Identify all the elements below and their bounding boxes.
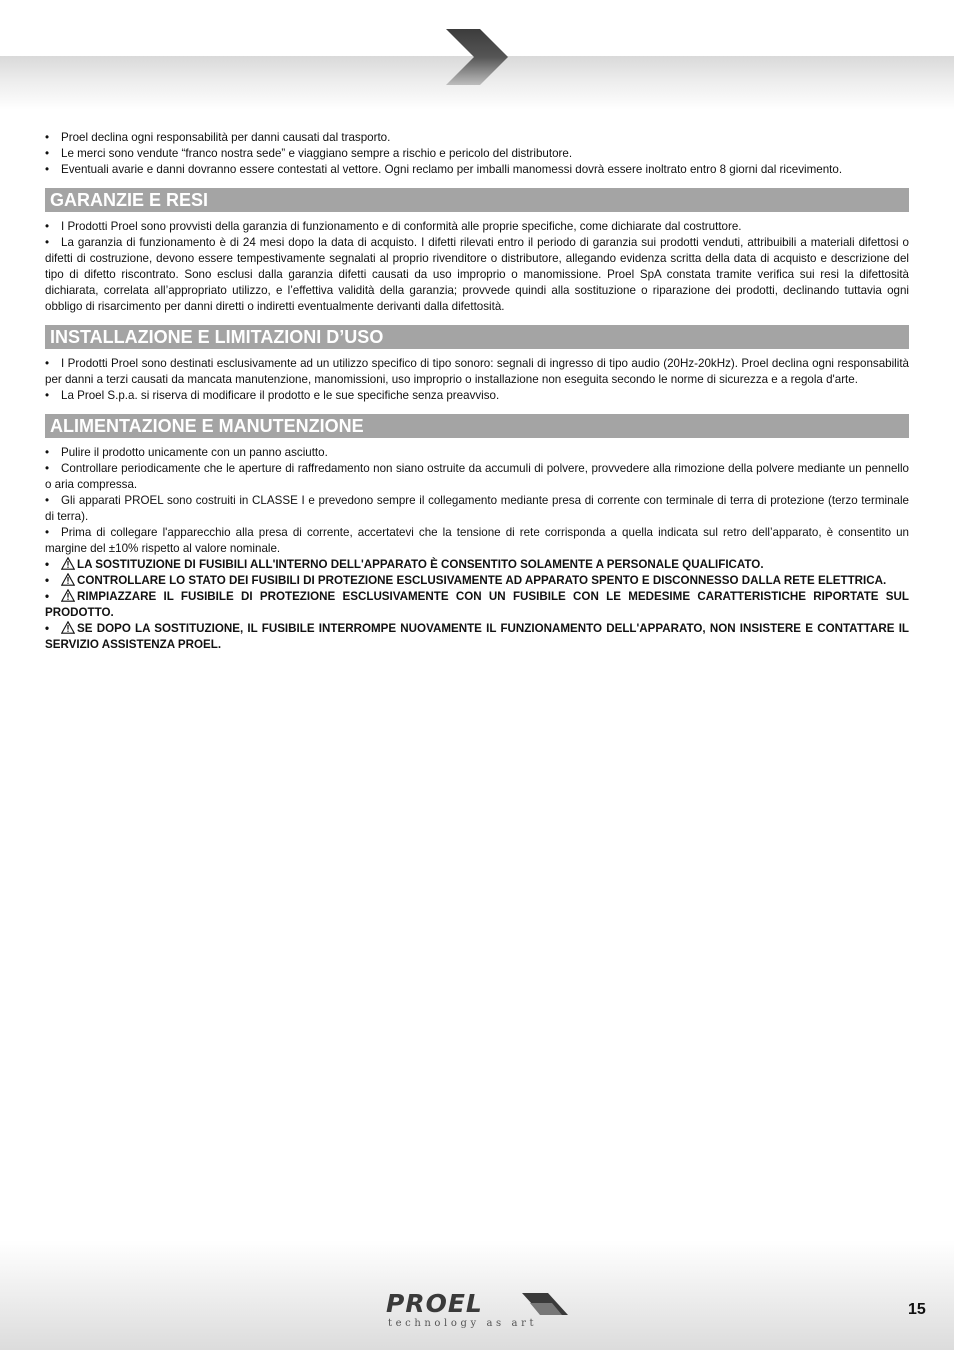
list-item: • Gli apparati PROEL sono costruiti in CLASSE I e prevedono sempre il collegamento mediante presa di corrente con terminale di terra di protezione (terzo terminale di terra). — [45, 494, 909, 523]
chevron-right-icon — [444, 29, 510, 85]
list-item: • Le merci sono vendute “franco nostra sede” e viaggiano sempre a rischio e pericolo del distributore. — [45, 147, 573, 160]
warning-triangle-icon — [61, 621, 75, 634]
section-alimentazione — [45, 414, 909, 653]
logo-chevron-icon — [522, 1293, 568, 1315]
page-content — [45, 130, 909, 653]
list-item: • Controllare periodicamente che le aperture di raffredamento non siano ostruite da accumuli di polvere, provvedere alla rimozione della polvere mediante un pennello o aria compressa. — [45, 462, 909, 491]
proel-logo — [386, 1290, 570, 1332]
warning-triangle-icon — [61, 557, 75, 570]
section-garanzie — [45, 188, 909, 315]
section-heading: ALIMENTAZIONE E MANUTENZIONE — [45, 414, 909, 438]
list-item: • Pulire il prodotto unicamente con un panno asciutto. — [45, 446, 328, 459]
logo-wordmark: PROEL — [386, 1289, 483, 1318]
logo-tagline: technology as art — [388, 1318, 538, 1329]
list-item: • Prima di collegare l'apparecchio alla presa di corrente, accertatevi che la tensione di rete corrisponda a quella indicata sul retro dell’apparato, è consentito un margine del ±10% rispetto al valore nominale. — [45, 526, 909, 555]
warning-triangle-icon — [61, 573, 75, 586]
warning-item: • SE DOPO LA SOSTITUZIONE, IL FUSIBILE INTERROMPE NUOVAMENTE IL FUNZIONAMENTO DELL'APPARATO, NON INSISTERE E CONTATTARE IL SERVIZIO ASSISTENZA PROEL. — [45, 622, 909, 651]
list-item: • I Prodotti Proel sono provvisti della garanzia di funzionamento e di conformità alle proprie specifiche, come dichiarate dal costruttore. — [45, 220, 742, 233]
page-number: 15 — [908, 1301, 926, 1318]
section-installazione — [45, 325, 909, 404]
list-item: • La garanzia di funzionamento è di 24 mesi dopo la data di acquisto. I difetti rilevati entro il periodo di garanzia sui prodotti venduti, attribuibili a materiali difettosi o difetti di costruzione, devono essere tempestivamente segnalati al proprio rivenditore o distributore, allegando evidenza scritta della data di acquisto e descrizione del tipo di difetto riscontrato. Sono esclusi dalla garanzia difetti causati da uso improprio o manomissione. Proel SpA constata tramite verifica sui resi la difettosità dichiarata, correlata all’appropriato utilizzo, e l’effettiva validità della garanzia; provvede quindi alla sostituzione o riparazione dei prodotti, declinando tuttavia ogni obbligo di risarcimento per danni diretti o indiretti eventualmente derivanti dalla difettosità. — [45, 236, 909, 313]
list-item: • Proel declina ogni responsabilità per danni causati dal trasporto. — [45, 131, 391, 144]
intro-list — [45, 130, 909, 178]
warning-triangle-icon — [61, 589, 75, 602]
warning-item: • CONTROLLARE LO STATO DEI FUSIBILI DI PROTEZIONE ESCLUSIVAMENTE AD APPARATO SPENTO E DISCONNESSO DALLA RETE ELETTRICA. — [45, 574, 887, 587]
section-heading: GARANZIE E RESI — [45, 188, 909, 212]
list-item: • La Proel S.p.a. si riserva di modificare il prodotto e le sue specifiche senza preavviso. — [45, 389, 500, 402]
warning-item: • RIMPIAZZARE IL FUSIBILE DI PROTEZIONE ESCLUSIVAMENTE CON UN FUSIBILE CON LE MEDESIME CARATTERISTICHE RIPORTATE SUL PRODOTTO. — [45, 590, 909, 619]
list-item: • Eventuali avarie e danni dovranno essere contestati al vettore. Ogni reclamo per imballi manomessi dovrà essere inoltrato entro 8 giorni dal ricevimento. — [45, 163, 843, 176]
list-item: • I Prodotti Proel sono destinati esclusivamente ad un utilizzo specifico di tipo sonoro: segnali di ingresso di tipo audio (20Hz-20kHz). Proel declina ogni responsabilità per danni a terzi causati da mancata manutenzione, manomissioni, uso improprio o installazione non eseguita secondo le norme di sicurezza e a regola d'arte. — [45, 357, 909, 386]
section-heading: INSTALLAZIONE E LIMITAZIONI D’USO — [45, 325, 909, 349]
warning-item: • LA SOSTITUZIONE DI FUSIBILI ALL'INTERNO DELL'APPARATO È CONSENTITO SOLAMENTE A PERSONALE QUALIFICATO. — [45, 558, 764, 571]
